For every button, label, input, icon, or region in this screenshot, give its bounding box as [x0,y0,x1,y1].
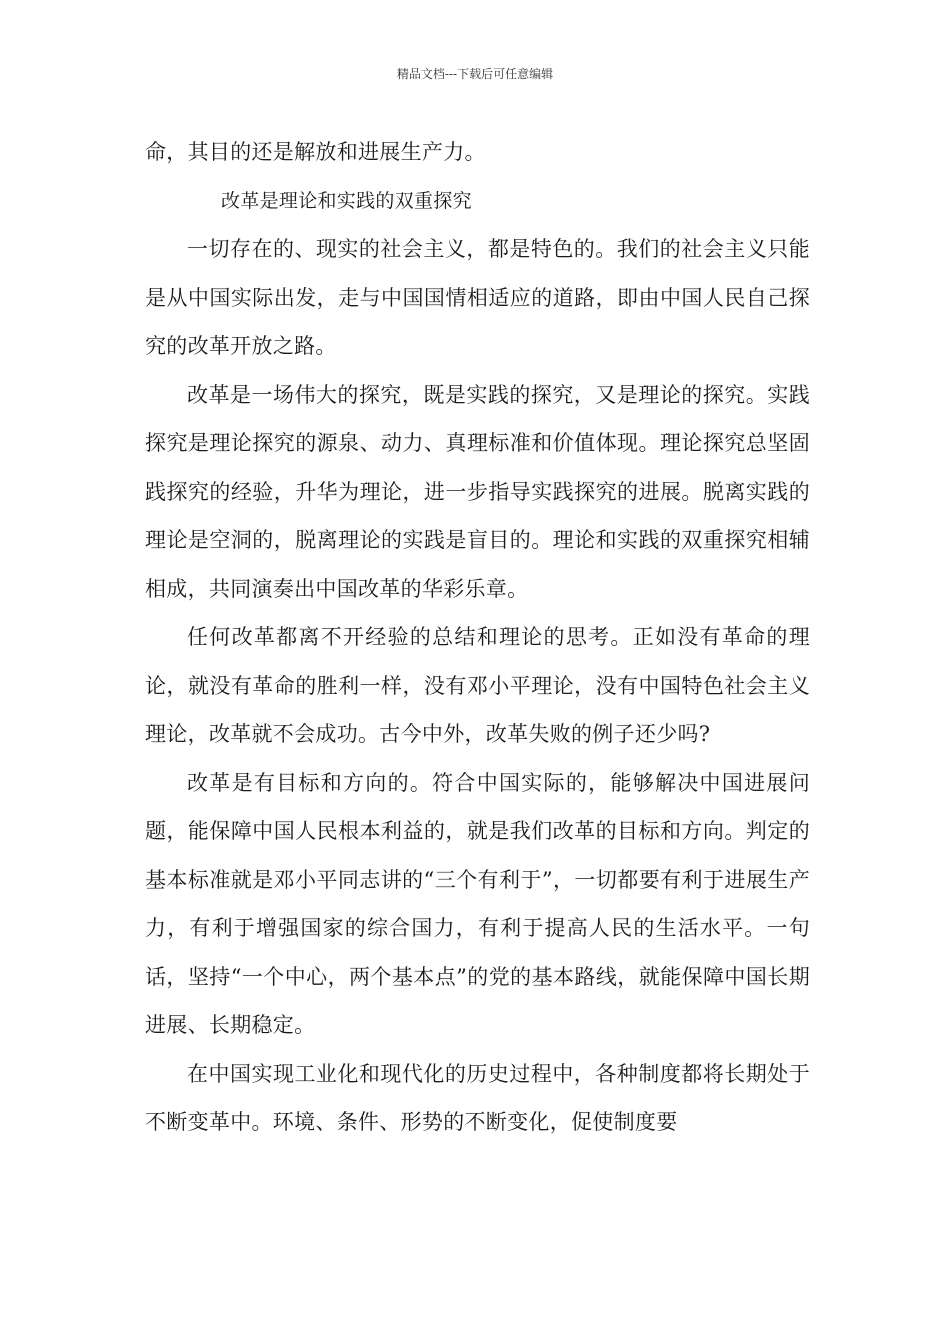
paragraph: 在中国实现工业化和现代化的历史过程中，各种制度都将长期处于不断变革中。环境、条件、形势的不断变化，促使制度要 [145,1061,810,1134]
section-heading: 改革是理论和实践的双重探究 [221,189,472,212]
page-header: 精品文档---下载后可任意编辑 [396,67,554,81]
paragraph: 改革是有目标和方向的。符合中国实际的，能够解决中国进展问题，能保障中国人民根本利益的，就是我们改革的目标和方向。判定的基本标准就是邓小平同志讲的“三个有利于”，一切都要有利于进展生产力，有利于增强国家的综合国力，有利于提高人民的生活水平。一句话，坚持“一个中心，两个基本点”的党的基本路线，就能保障中国长期进展、长期稳定。 [145,770,810,1037]
document-body [145,128,810,1147]
paragraph: 任何改革都离不开经验的总结和理论的思考。正如没有革命的理论，就没有革命的胜利一样，没有邓小平理论，没有中国特色社会主义理论，改革就不会成功。古今中外，改革失败的例子还少吗? [145,625,810,746]
paragraph-continuation: 命，其目的还是解放和进展生产力。 [145,140,486,164]
paragraph: 一切存在的、现实的社会主义，都是特色的。我们的社会主义只能是从中国实际出发，走与中国国情相适应的道路，即由中国人民自己探究的改革开放之路。 [145,237,810,358]
paragraph: 改革是一场伟大的探究，既是实践的探究，又是理论的探究。实践探究是理论探究的源泉、动力、真理标准和价值体现。理论探究总坚固践探究的经验，升华为理论，进一步指导实践探究的进展。脱离实践的理论是空洞的，脱离理论的实践是盲目的。理论和实践的双重探究相辅相成，共同演奏出中国改革的华彩乐章。 [145,382,810,601]
